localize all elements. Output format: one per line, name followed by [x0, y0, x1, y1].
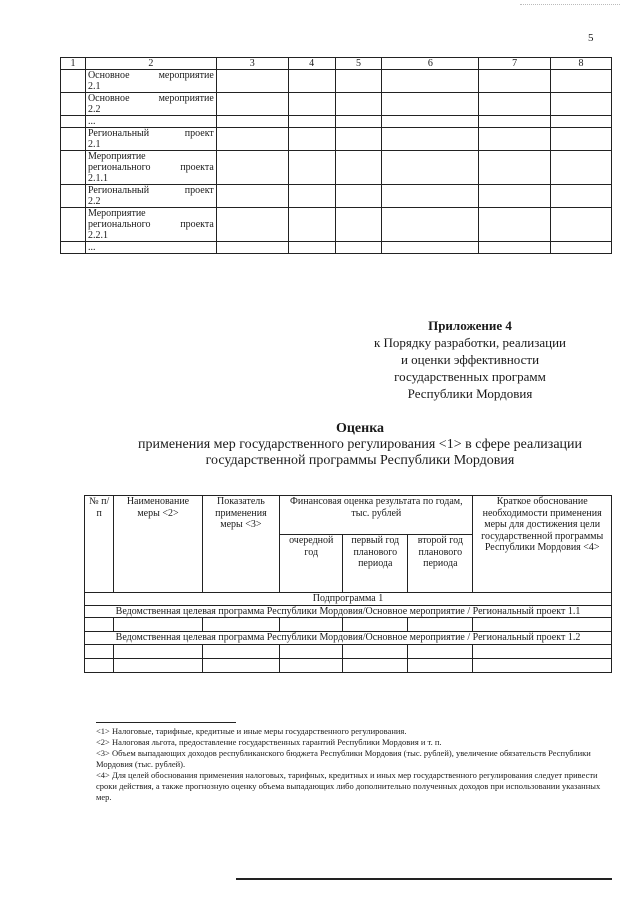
row-label-line: Мероприятие: [87, 208, 146, 219]
table-row: [85, 658, 612, 672]
col-header-year1: первый год планового периода: [343, 535, 408, 593]
table-cell: [335, 93, 382, 116]
table-cell: [61, 116, 86, 128]
row-label-line: 2.2: [87, 104, 101, 115]
table-cell: [343, 644, 408, 658]
subprogram-row: Подпрограмма 1: [85, 593, 612, 606]
table-cell: [479, 70, 551, 93]
table-cell: [479, 208, 551, 242]
table-cell: [473, 658, 612, 672]
program-row: Ведомственная целевая программа Республики Мордовия/Основное мероприятие / Региональный проект 1.1: [85, 605, 612, 618]
page-number: 5: [588, 32, 594, 44]
row-label-line: регионального проекта: [87, 162, 214, 173]
table-cell: [288, 128, 335, 151]
row-label-line: 2.1.1: [87, 173, 108, 184]
table-cell: [280, 644, 343, 658]
table-row: [61, 128, 612, 151]
appendix-line: Республики Мордовия: [407, 386, 533, 401]
table-row: [61, 208, 612, 242]
table-cell: [382, 185, 479, 208]
row-label-line: ...: [87, 242, 96, 253]
row-label-line: Региональный проект: [87, 128, 214, 139]
table-row: [85, 605, 612, 618]
footnote: <1> Налоговые, тарифные, кредитные и иные меры государственного регулирования.: [96, 726, 407, 736]
col-header: 2: [85, 58, 216, 70]
table-cell: [473, 618, 612, 632]
scan-edge-mark: [520, 4, 620, 5]
table-cell: [216, 70, 288, 93]
table-cell: [382, 151, 479, 185]
row-label-line: Региональный проект: [87, 185, 214, 196]
table-row: [61, 93, 612, 116]
table-cell: [216, 128, 288, 151]
col-header: 5: [335, 58, 382, 70]
table-cell: [343, 658, 408, 672]
table-row: [61, 70, 612, 93]
col-header: 7: [479, 58, 551, 70]
appendix-line: и оценки эффективности: [400, 352, 540, 367]
table-cell: [288, 151, 335, 185]
table-cell: [335, 242, 382, 254]
table-cell: [288, 185, 335, 208]
bottom-rule: [236, 878, 612, 880]
appendix-line: государственных программ: [394, 369, 546, 384]
document-heading: [100, 421, 620, 469]
table-cell: [382, 116, 479, 128]
table-cell: [85, 618, 114, 632]
table-cell: [551, 208, 612, 242]
table-cell: [382, 93, 479, 116]
table-cell: [343, 618, 408, 632]
table-row: [61, 116, 612, 128]
table-cell: [280, 658, 343, 672]
table-cell: [408, 658, 473, 672]
table-cell: [114, 644, 202, 658]
table-cell: [551, 70, 612, 93]
table-cell: [382, 242, 479, 254]
table-cell: [335, 128, 382, 151]
row-label: [85, 151, 216, 185]
table-cell: [288, 70, 335, 93]
table-cell: [202, 644, 280, 658]
row-label: [85, 70, 216, 93]
table-cell: [335, 185, 382, 208]
table-cell: [479, 116, 551, 128]
regulation-measures-table: [84, 495, 612, 673]
table-row: [61, 151, 612, 185]
row-label-line: Основное мероприятие: [87, 70, 214, 81]
table-cell: [479, 185, 551, 208]
row-label: [85, 128, 216, 151]
col-header-name: Наименование меры <2>: [114, 496, 202, 593]
table-cell: [551, 151, 612, 185]
table-cell: [288, 93, 335, 116]
heading-title: Оценка: [335, 421, 385, 436]
table-cell: [288, 116, 335, 128]
table-cell: [551, 242, 612, 254]
table-cell: [216, 185, 288, 208]
table-cell: [202, 618, 280, 632]
table-cell: [551, 185, 612, 208]
footnote: <3> Объем выпадающих доходов республиканского бюджета Республики Мордовия (тыс. рублей), увеличение обязательств Республики Мордовия (тыс. рублей).: [96, 748, 591, 769]
row-label: [85, 242, 216, 254]
col-header: 6: [382, 58, 479, 70]
col-header-number: № п/п: [85, 496, 114, 593]
footnote: <2> Налоговая льгота, предоставление государственных гарантий Республики Мордовия и т. п.: [96, 737, 442, 747]
row-label: [85, 208, 216, 242]
table-cell: [335, 151, 382, 185]
table-cell: [382, 208, 479, 242]
table-cell: [382, 128, 479, 151]
table-cell: [61, 185, 86, 208]
appendix-line: к Порядку разработки, реализации: [373, 335, 567, 350]
table-cell: [382, 70, 479, 93]
continuation-table: [60, 57, 612, 254]
table-cell: [408, 644, 473, 658]
table-header-row: [61, 58, 612, 70]
heading-line: государственной программы Республики Мордовия: [205, 453, 515, 468]
row-label: [85, 116, 216, 128]
table-cell: [473, 644, 612, 658]
col-header: 1: [61, 58, 86, 70]
table-row: [85, 644, 612, 658]
col-header-year0: очередной год: [280, 535, 343, 593]
table-cell: [479, 128, 551, 151]
row-label-line: 2.2: [87, 196, 101, 207]
table-cell: [216, 208, 288, 242]
footnotes: [96, 726, 616, 803]
table-cell: [202, 658, 280, 672]
table-cell: [61, 93, 86, 116]
row-label-line: 2.1: [87, 139, 101, 150]
footnote-separator: [96, 722, 236, 723]
table-row: [61, 185, 612, 208]
table-cell: [216, 151, 288, 185]
table-cell: [216, 93, 288, 116]
table-cell: [85, 644, 114, 658]
table-cell: [85, 658, 114, 672]
heading-line: применения мер государственного регулирования <1> в сфере реализации: [137, 437, 583, 452]
row-label-line: Мероприятие: [87, 151, 146, 162]
footnote: <4> Для целей обоснования применения налоговых, тарифных, кредитных и иных мер государственного регулирования следует привести сроки действия, а также прогнозную оценку объема выпадающих либо дополнительно полученных доходов при использовании указанных мер.: [96, 770, 601, 802]
col-header: 4: [288, 58, 335, 70]
table-row: [85, 593, 612, 606]
col-header-finance: Финансовая оценка результата по годам, тыс. рублей: [280, 496, 473, 535]
row-label-line: ...: [87, 116, 96, 127]
table-row: [85, 632, 612, 645]
table-cell: [61, 128, 86, 151]
table-cell: [408, 618, 473, 632]
table-cell: [216, 242, 288, 254]
program-row: Ведомственная целевая программа Республики Мордовия/Основное мероприятие / Региональный проект 1.2: [85, 632, 612, 645]
table-cell: [114, 618, 202, 632]
table-cell: [479, 93, 551, 116]
table-cell: [61, 242, 86, 254]
table-cell: [114, 658, 202, 672]
row-label: [85, 93, 216, 116]
table-cell: [551, 93, 612, 116]
table-cell: [288, 242, 335, 254]
table-cell: [61, 151, 86, 185]
row-label-line: Основное мероприятие: [87, 93, 214, 104]
table-cell: [551, 128, 612, 151]
table-row: [85, 618, 612, 632]
row-label-line: 2.2.1: [87, 230, 108, 241]
row-label-line: регионального проекта: [87, 219, 214, 230]
col-header-year2: второй год планового периода: [408, 535, 473, 593]
table-cell: [280, 618, 343, 632]
table-cell: [335, 116, 382, 128]
table-row: [61, 242, 612, 254]
col-header-justification: Краткое обоснование необходимости применения меры для достижения цели государственной программы Республики Мордовия <4>: [473, 496, 612, 593]
table-cell: [479, 151, 551, 185]
table-cell: [335, 208, 382, 242]
row-label-line: 2.1: [87, 81, 101, 92]
appendix-title: Приложение 4: [428, 318, 512, 333]
row-label: [85, 185, 216, 208]
table-cell: [479, 242, 551, 254]
col-header: 8: [551, 58, 612, 70]
appendix-header: [340, 317, 600, 402]
col-header: 3: [216, 58, 288, 70]
table-header-row: [85, 496, 612, 535]
table-cell: [288, 208, 335, 242]
col-header-indicator: Показатель применения меры <3>: [202, 496, 280, 593]
table-cell: [551, 116, 612, 128]
table-cell: [61, 70, 86, 93]
table-cell: [61, 208, 86, 242]
table-cell: [216, 116, 288, 128]
table-cell: [335, 70, 382, 93]
